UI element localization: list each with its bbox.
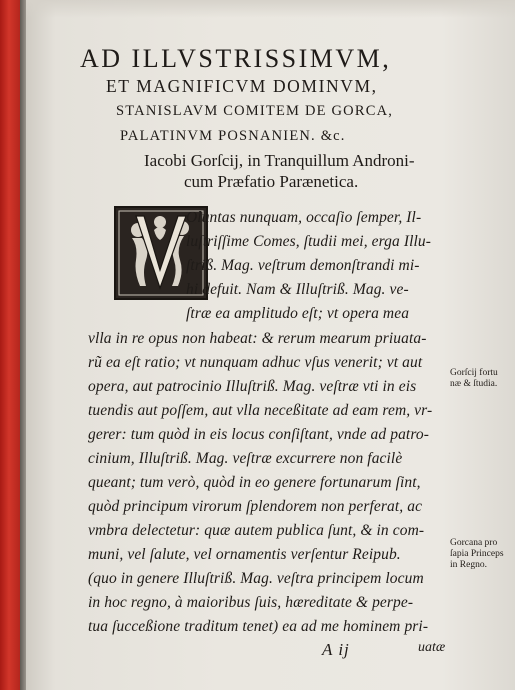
body-line-4: hi defuit. Nam & Illuſtriß. Mag. ve- <box>186 281 409 298</box>
body-line-6: vlla in re opus non habeat: & rerum mearum priuata- <box>88 330 427 347</box>
subheading-line-1: Iacobi Gorſcij, in Tranquillum Androni- <box>144 151 415 170</box>
body-line-8: opera, aut patrocinio Illuſtriß. Mag. veſtræ vti in eis <box>88 378 417 395</box>
margin-note-2-line-1: Gorcana pro <box>450 538 498 548</box>
book-page <box>26 0 515 690</box>
heading-line-1: AD ILLVSTRISSIMVM, <box>80 44 392 73</box>
body-line-13: quòd principum virorum ſplendorem non perferat, ac <box>88 498 423 515</box>
margin-note-2-line-3: in Regno. <box>450 560 487 570</box>
heading-line-3: STANISLAVM COMITEM DE GORCA, <box>116 103 394 119</box>
body-line-1: Oluntas nunquam, occaſio ſemper, Il- <box>186 209 422 226</box>
subheading-line-2: cum Præfatio Parænetica. <box>184 172 359 191</box>
body-line-2: luſtriſſime Comes, ſtudii mei, erga Illu- <box>186 233 432 250</box>
body-line-5: ſtræ ea amplitudo eſt; vt opera mea <box>186 305 410 322</box>
body-line-3: ſtriß. Mag. veſtrum demonſtrandi mi- <box>186 257 420 274</box>
body-line-12: queant; tum verò, quòd in eo genere fortunarum ſint, <box>88 474 421 491</box>
heading-line-4: PALATINVM POSNANIEN. &c. <box>120 128 346 144</box>
body-line-15: muni, vel ſalute, vel ornamentis verſentur Reipub. <box>88 546 401 563</box>
body-line-7: rũ ea eſt ratio; vt nunquam adhuc vſus venerit; vt aut <box>88 354 423 371</box>
margin-note-1-line-2: næ & ſtudia. <box>450 379 498 389</box>
body-line-9: tuendis aut poſſem, aut vlla neceßitate ad eam rem, vr- <box>88 402 433 419</box>
body-line-11: cinium, Illuſtriß. Mag. veſtræ excurrere non facilè <box>88 450 403 467</box>
book-spine-edge <box>0 0 20 690</box>
margin-note-1 <box>450 368 514 390</box>
heading-line-2: ET MAGNIFICVM DOMINVM, <box>106 76 378 96</box>
body-line-18: tua ſucceßione traditum tenet) ea ad me hominem pri- <box>88 618 429 635</box>
margin-note-1-line-1: Gorſcij fortu <box>450 368 498 378</box>
body-line-10: gerer: tum quòd in eis locus conſiſtant, vnde ad patro- <box>88 426 429 443</box>
body-line-17: in hoc regno, à maioribus ſuis, hæreditate & perpe- <box>88 594 414 611</box>
margin-note-2 <box>450 538 514 571</box>
body-line-16: (quo in genere Illuſtriß. Mag. veſtra principem locum <box>88 570 424 587</box>
margin-note-2-line-2: ſapia Princeps <box>450 549 504 559</box>
catchword: uatæ <box>418 640 446 655</box>
body-line-14: vmbra delectetur: quæ autem publica ſunt, & in com- <box>88 522 425 539</box>
signature-mark: A ij <box>322 640 350 659</box>
